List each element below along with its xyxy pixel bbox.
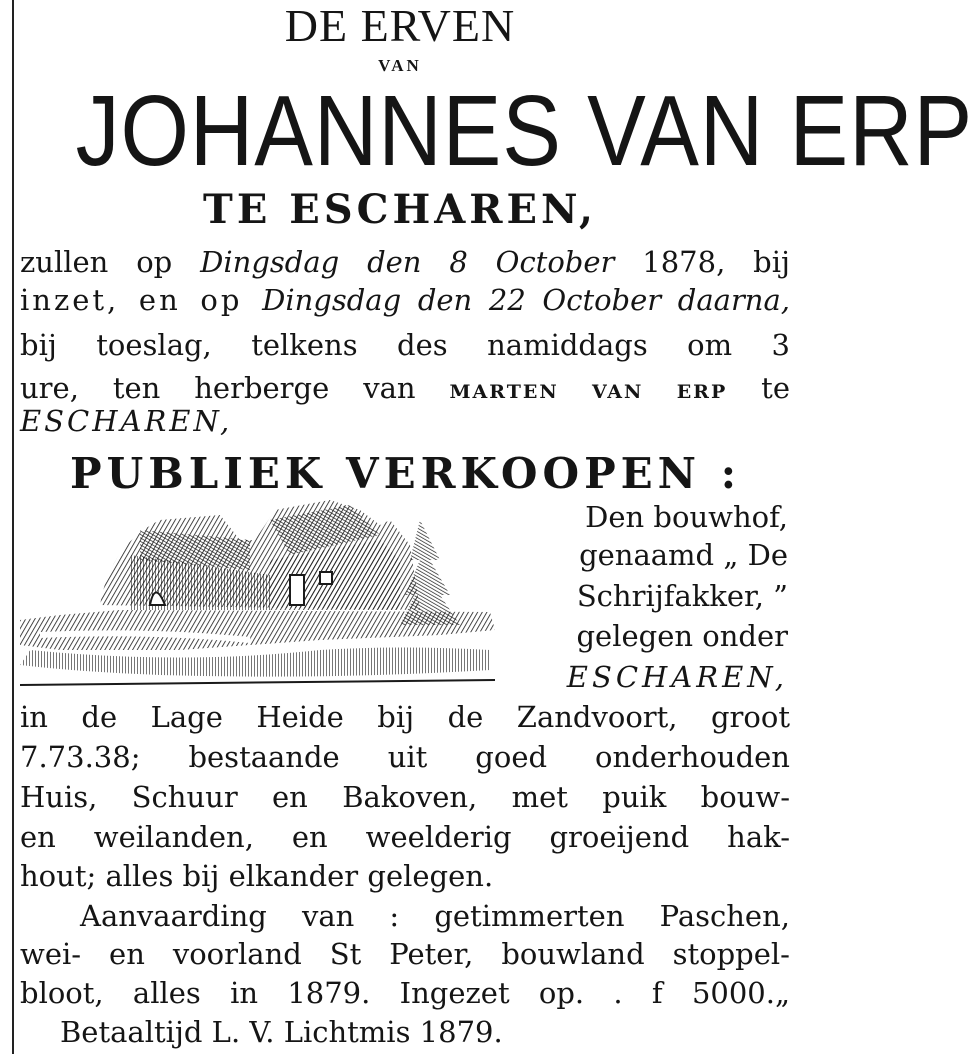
heading-name: JOHANNES VAN ERP xyxy=(75,75,973,187)
lot-body-1: in de Lage Heide bij de Zandvoort, groot xyxy=(20,700,790,734)
terms-line-2: wei- en voorland St Peter, bouwland stoppel- xyxy=(20,937,790,971)
heading-place: TE ESCHAREN, xyxy=(203,186,597,233)
intro-line-3: bij toeslag, telkens des namiddags om 3 xyxy=(20,328,790,362)
lot-body-3: Huis, Schuur en Bakoven, met puik bouw- xyxy=(20,780,790,814)
lot-body-5: hout; alles bij elkander gelegen. xyxy=(20,859,494,893)
terms-line-4: Betaaltijd L. V. Lichtmis 1879. xyxy=(60,1015,503,1049)
terms-line-1: Aanvaarding van : getimmerten Paschen, xyxy=(80,899,790,933)
innkeeper-name: MARTEN VAN ERP xyxy=(449,381,728,403)
intro-date-1: Dingsdag den 8 October xyxy=(200,245,615,279)
intro-line-2 xyxy=(20,283,790,317)
lot-line-4: gelegen onder xyxy=(576,619,788,653)
subheading-publiek-verkoopen: PUBLIEK VERKOOPEN : xyxy=(70,449,742,498)
lot-body-2: 7.73.38; bestaande uit goed onderhouden xyxy=(20,740,790,774)
intro-line-5: ESCHAREN, xyxy=(20,404,233,438)
lot-body-4: en weilanden, en weelderig groeijend hak- xyxy=(20,820,790,854)
heading-van: VAN xyxy=(378,56,422,75)
intro-text: 1878, bij xyxy=(614,245,790,279)
intro-text: ure, ten herberge van xyxy=(20,371,450,405)
lot-line-1: Den bouwhof, xyxy=(585,500,788,534)
intro-text: te xyxy=(727,371,791,405)
farmhouse-icon xyxy=(20,500,495,690)
lot-line-2: genaamd „ De xyxy=(579,538,788,572)
intro-text: inzet, en op xyxy=(20,283,263,317)
intro-text: zullen op xyxy=(20,245,201,279)
intro-date-2: Dingsdag den 22 October daarna, xyxy=(262,283,790,317)
lot-line-3: Schrijfakker, ” xyxy=(576,579,788,613)
intro-line-1 xyxy=(20,245,790,279)
heading-heirs: DE ERVEN xyxy=(284,0,516,51)
terms-line-3: bloot, alles in 1879. Ingezet op. . f 5000.„ xyxy=(20,976,790,1010)
lot-line-5: ESCHAREN, xyxy=(566,660,788,694)
